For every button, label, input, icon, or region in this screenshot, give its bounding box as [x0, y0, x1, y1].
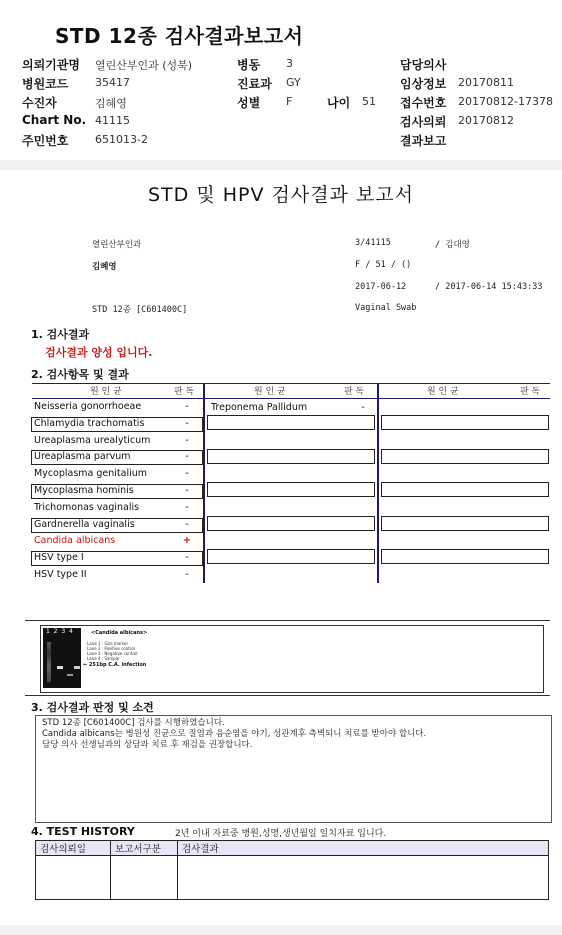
empty-result-box	[207, 516, 375, 531]
col2-header: 원 인 균	[254, 387, 286, 397]
header-label: 병동	[237, 58, 261, 72]
organism-name: Ureaplasma urealyticum	[34, 434, 151, 446]
header-value: 651013-2	[95, 133, 148, 146]
gel-band-label: ← 251bp C.A. infection	[83, 662, 147, 668]
organism-name: Ureaplasma parvum	[34, 451, 131, 463]
comment-line: 담당 의사 선생님과의 상담과 치료 후 재검을 권장합니다.	[42, 740, 253, 750]
result-negative: -	[185, 434, 189, 446]
empty-result-box	[207, 482, 375, 497]
column-divider	[203, 383, 205, 583]
header-label: 수진자	[22, 96, 57, 110]
gel-title: <Candida albicans>	[91, 630, 148, 636]
organism-name: HSV type II	[34, 569, 87, 580]
report-title: STD 및 HPV 검사결과 보고서	[147, 184, 415, 206]
section4-title: 4. TEST HISTORY	[31, 825, 135, 838]
organism-name: Mycoplasma genitalium	[34, 468, 148, 480]
header-label: 담당의사	[400, 58, 447, 72]
header-label: 진료과	[237, 77, 272, 91]
doctor-name: / 김대영	[435, 240, 470, 250]
gel-band-negative	[67, 674, 73, 676]
header-value: 3	[286, 57, 293, 70]
header-value: 51	[362, 95, 376, 108]
empty-result-box	[381, 516, 549, 531]
page-title: STD 12종 검사결과보고서	[55, 24, 304, 48]
organism-name: Gardnerella vaginalis	[34, 518, 135, 530]
specimen-type: Vaginal Swab	[355, 303, 417, 313]
comment-box	[35, 715, 552, 823]
result-negative: -	[185, 401, 189, 412]
history-col-result: 검사결과	[178, 841, 549, 856]
header-label: 주민번호	[22, 134, 69, 148]
header-value: F	[286, 95, 293, 108]
patient-name: 김혜영	[92, 262, 117, 272]
result-negative: -	[185, 485, 189, 496]
comment-line: STD 12종 [C601400C] 검사를 시행하였습니다.	[42, 718, 225, 728]
gel-image	[43, 628, 81, 688]
sex-age: F / 51 / ()	[355, 260, 412, 270]
gel-legend: Lane 1 : Size marker Lane 2 : Positive control Lane 3 : Negative control Lane 4 : Sample	[87, 641, 138, 661]
header-value: 20170812	[458, 114, 514, 127]
header-label: 결과보고	[400, 134, 447, 148]
history-note: 2년 이내 자료중 병원,성명,생년월일 일치자료 입니다.	[175, 829, 387, 839]
header-value: 35417	[95, 76, 130, 89]
chart-id: 3/41115	[355, 238, 391, 248]
empty-result-box	[207, 449, 375, 464]
header-value: 20170811	[458, 76, 514, 89]
history-col-type: 보고서구분	[111, 841, 178, 856]
organism-name: HSV type I	[34, 552, 84, 564]
test-code: STD 12종 [C601400C]	[92, 305, 188, 315]
header-label: 검사의뢰	[400, 115, 447, 129]
report-date: / 2017-06-14 15:43:33	[435, 282, 543, 292]
history-col-date: 검사의뢰일	[36, 841, 111, 856]
header-value: 김혜영	[95, 97, 127, 110]
result-negative: -	[185, 518, 189, 530]
history-header-row	[36, 841, 549, 856]
col2-item-result: -	[361, 402, 365, 413]
header-label: 의뢰기관명	[22, 58, 80, 72]
result-negative: -	[185, 468, 189, 480]
organism-name: Trichomonas vaginalis	[34, 501, 140, 513]
divider	[25, 620, 550, 621]
gel-band-positive	[57, 666, 63, 669]
col3-judge-header: 판 독	[520, 387, 541, 397]
organism-name: Candida albicans	[34, 535, 116, 547]
section2-title: 2. 검사항목 및 결과	[31, 368, 129, 381]
header-value: 20170812-17378	[458, 95, 553, 108]
empty-result-box	[381, 549, 549, 564]
gel-lane-marker	[47, 642, 51, 682]
col1-header: 원 인 균	[90, 387, 122, 397]
organism-name: Mycoplasma hominis	[34, 485, 134, 496]
empty-result-box	[381, 482, 549, 497]
comment-line: Candida albicans는 병원성 진균으로 질염과 음순염을 야기, 성관계후 측벽되니 치료를 받아야 합니다.	[42, 729, 427, 739]
result-positive: +	[182, 535, 192, 547]
gel-lane-numbers: 1 2 3 4	[46, 628, 73, 635]
header-value: GY	[286, 76, 301, 89]
organism-name: Chlamydia trachomatis	[34, 417, 145, 429]
empty-result-box	[207, 549, 375, 564]
result-negative: -	[185, 501, 189, 513]
section3-title: 3. 검사결과 판정 및 소견	[31, 701, 154, 714]
empty-result-box	[207, 415, 375, 430]
organism-name: Neisseria gonorrhoeae	[34, 401, 142, 412]
header-value: 41115	[95, 114, 130, 127]
hospital-name: 열린산부인과	[92, 240, 142, 250]
result-summary: 검사결과 양성 입니다.	[45, 346, 153, 359]
history-empty-row	[36, 856, 549, 900]
header-label: 임상정보	[400, 77, 447, 91]
header-label: 나이	[327, 96, 351, 110]
col2-item-name: Treponema Pallidum	[211, 402, 308, 413]
header-label: Chart No.	[22, 113, 87, 127]
history-table	[35, 840, 549, 900]
receive-date: 2017-06-12	[355, 282, 407, 292]
header-label: 접수번호	[400, 96, 447, 110]
col3-header: 원 인 균	[427, 387, 459, 397]
col2-judge-header: 판 독	[344, 387, 365, 397]
result-negative: -	[185, 417, 189, 429]
column-divider	[377, 383, 379, 583]
header-label: 성별	[237, 96, 261, 110]
result-negative: -	[185, 569, 189, 580]
empty-result-box	[381, 449, 549, 464]
divider	[25, 695, 550, 696]
gel-image-panel	[40, 625, 544, 693]
col1-judge-header: 판 독	[174, 387, 195, 397]
items-table-header	[32, 383, 550, 399]
result-negative: -	[185, 552, 189, 564]
result-negative: -	[185, 451, 189, 463]
empty-result-box	[381, 415, 549, 430]
header-value: 열린산부인과 (성북)	[95, 59, 193, 72]
header-label: 병원코드	[22, 77, 69, 91]
section1-title: 1. 검사결과	[31, 328, 90, 341]
gel-band-sample	[74, 666, 80, 669]
